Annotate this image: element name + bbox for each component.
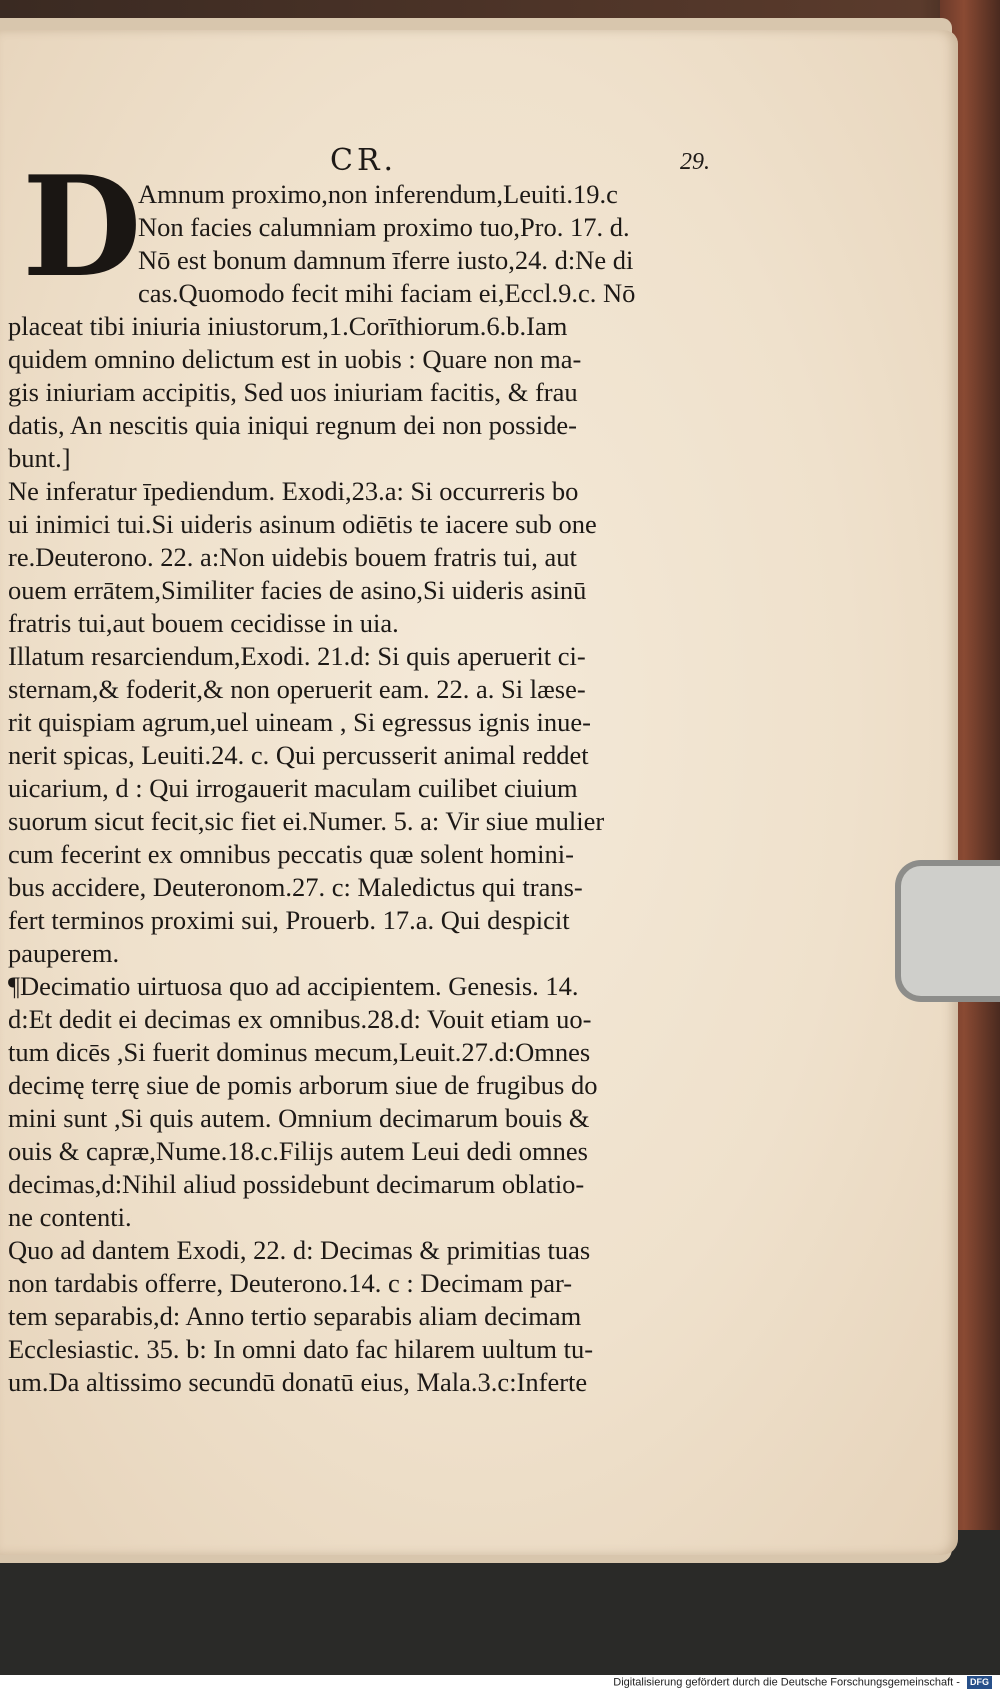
- text-line: fert terminos proximi sui, Prouerb. 17.a. Qui despicit: [8, 905, 570, 935]
- text-line: Nō est bonum damnum īferre iusto,24. d:Ne di: [138, 245, 634, 275]
- funding-credit: [613, 1676, 992, 1689]
- page-number: 29.: [680, 149, 710, 175]
- drop-initial: D: [22, 145, 142, 308]
- text-block: [8, 178, 768, 1399]
- text-line: Amnum proximo,non inferendum,Leuiti.19.c: [138, 179, 618, 209]
- page-header: [0, 143, 958, 183]
- text-line: bunt.]: [8, 443, 71, 473]
- text-line: sternam,& foderit,& non operuerit eam. 22. a. Si læse-: [8, 674, 586, 704]
- text-line: Quo ad dantem Exodi, 22. d: Decimas & primitias tuas: [8, 1235, 591, 1265]
- text-line: gis iniuriam accipitis, Sed uos iniuriam facitis, & frau: [8, 377, 578, 407]
- text-line: cas.Quomodo fecit mihi faciam ei,Eccl.9.c. Nō: [138, 278, 636, 308]
- text-line: pauperem.: [8, 938, 120, 968]
- text-line: Ecclesiastic. 35. b: In omni dato fac hilarem uultum tu-: [8, 1334, 594, 1364]
- text-line: placeat tibi iniuria iniustorum,1.Corīthiorum.6.b.Iam: [8, 311, 568, 341]
- text-line: Illatum resarciendum,Exodi. 21.d: Si quis aperuerit ci-: [8, 641, 586, 671]
- text-line: suorum sicut fecit,sic fiet ei.Numer. 5. a: Vir siue mulier: [8, 806, 605, 836]
- text-line: Non facies calumniam proximo tuo,Pro. 17. d.: [138, 212, 630, 242]
- text-line: ui inimici tui.Si uideris asinum odiētis te iacere sub one: [8, 509, 597, 539]
- text-line: ouem errātem,Similiter facies de asino,Si uideris asinū: [8, 575, 587, 605]
- text-line: rit quispiam agrum,uel uineam , Si egressus ignis inue-: [8, 707, 591, 737]
- text-line: mini sunt ,Si quis autem. Omnium decimarum bouis &: [8, 1103, 590, 1133]
- text-line: tum dicēs ,Si fuerit dominus mecum,Leuit.27.d:Omnes: [8, 1037, 591, 1067]
- text-line: fratris tui,aut bouem cecidisse in uia.: [8, 608, 399, 638]
- text-line: um.Da altissimo secundū donatū eius, Mala.3.c:Inferte: [8, 1367, 588, 1397]
- text-line: nerit spicas, Leuiti.24. c. Qui percusserit animal reddet: [8, 740, 589, 770]
- text-line: ¶Decimatio uirtuosa quo ad accipientem. Genesis. 14.: [8, 971, 579, 1001]
- text-line: d:Et dedit ei decimas ex omnibus.28.d: Vouit etiam uo-: [8, 1004, 592, 1034]
- text-line: tem separabis,d: Anno tertio separabis aliam decimam: [8, 1301, 582, 1331]
- dfg-logo: DFG: [967, 1676, 992, 1689]
- bookmark-clip: [895, 860, 1000, 1002]
- text-line: ne contenti.: [8, 1202, 132, 1232]
- text-line: quidem omnino delictum est in uobis : Quare non ma-: [8, 344, 582, 374]
- text-line: ouis & capræ,Nume.18.c.Filijs autem Leui dedi omnes: [8, 1136, 588, 1166]
- text-line: cum fecerint ex omnibus peccatis quæ solent homini-: [8, 839, 574, 869]
- text-line: bus accidere, Deuteronom.27. c: Maledictus qui trans-: [8, 872, 583, 902]
- footer-bar: [0, 1675, 1000, 1692]
- text-line: Ne inferatur īpediendum. Exodi,23.a: Si occurreris bo: [8, 476, 579, 506]
- text-line: datis, An nescitis quia iniqui regnum dei non posside-: [8, 410, 577, 440]
- text-line: uicarium, d : Qui irrogauerit maculam cuilibet ciuium: [8, 773, 578, 803]
- text-line: re.Deuterono. 22. a:Non uidebis bouem fratris tui, aut: [8, 542, 577, 572]
- running-head: CR.: [330, 143, 398, 178]
- text-line: non tardabis offerre, Deuterono.14. c : Decimam par-: [8, 1268, 573, 1298]
- text-line: decimę terrę siue de pomis arborum siue de frugibus do: [8, 1070, 598, 1100]
- funding-credit-text: Digitalisierung gefördert durch die Deutsche Forschungsgemeinschaft -: [613, 1676, 960, 1689]
- text-line: decimas,d:Nihil aliud possidebunt decimarum oblatio-: [8, 1169, 585, 1199]
